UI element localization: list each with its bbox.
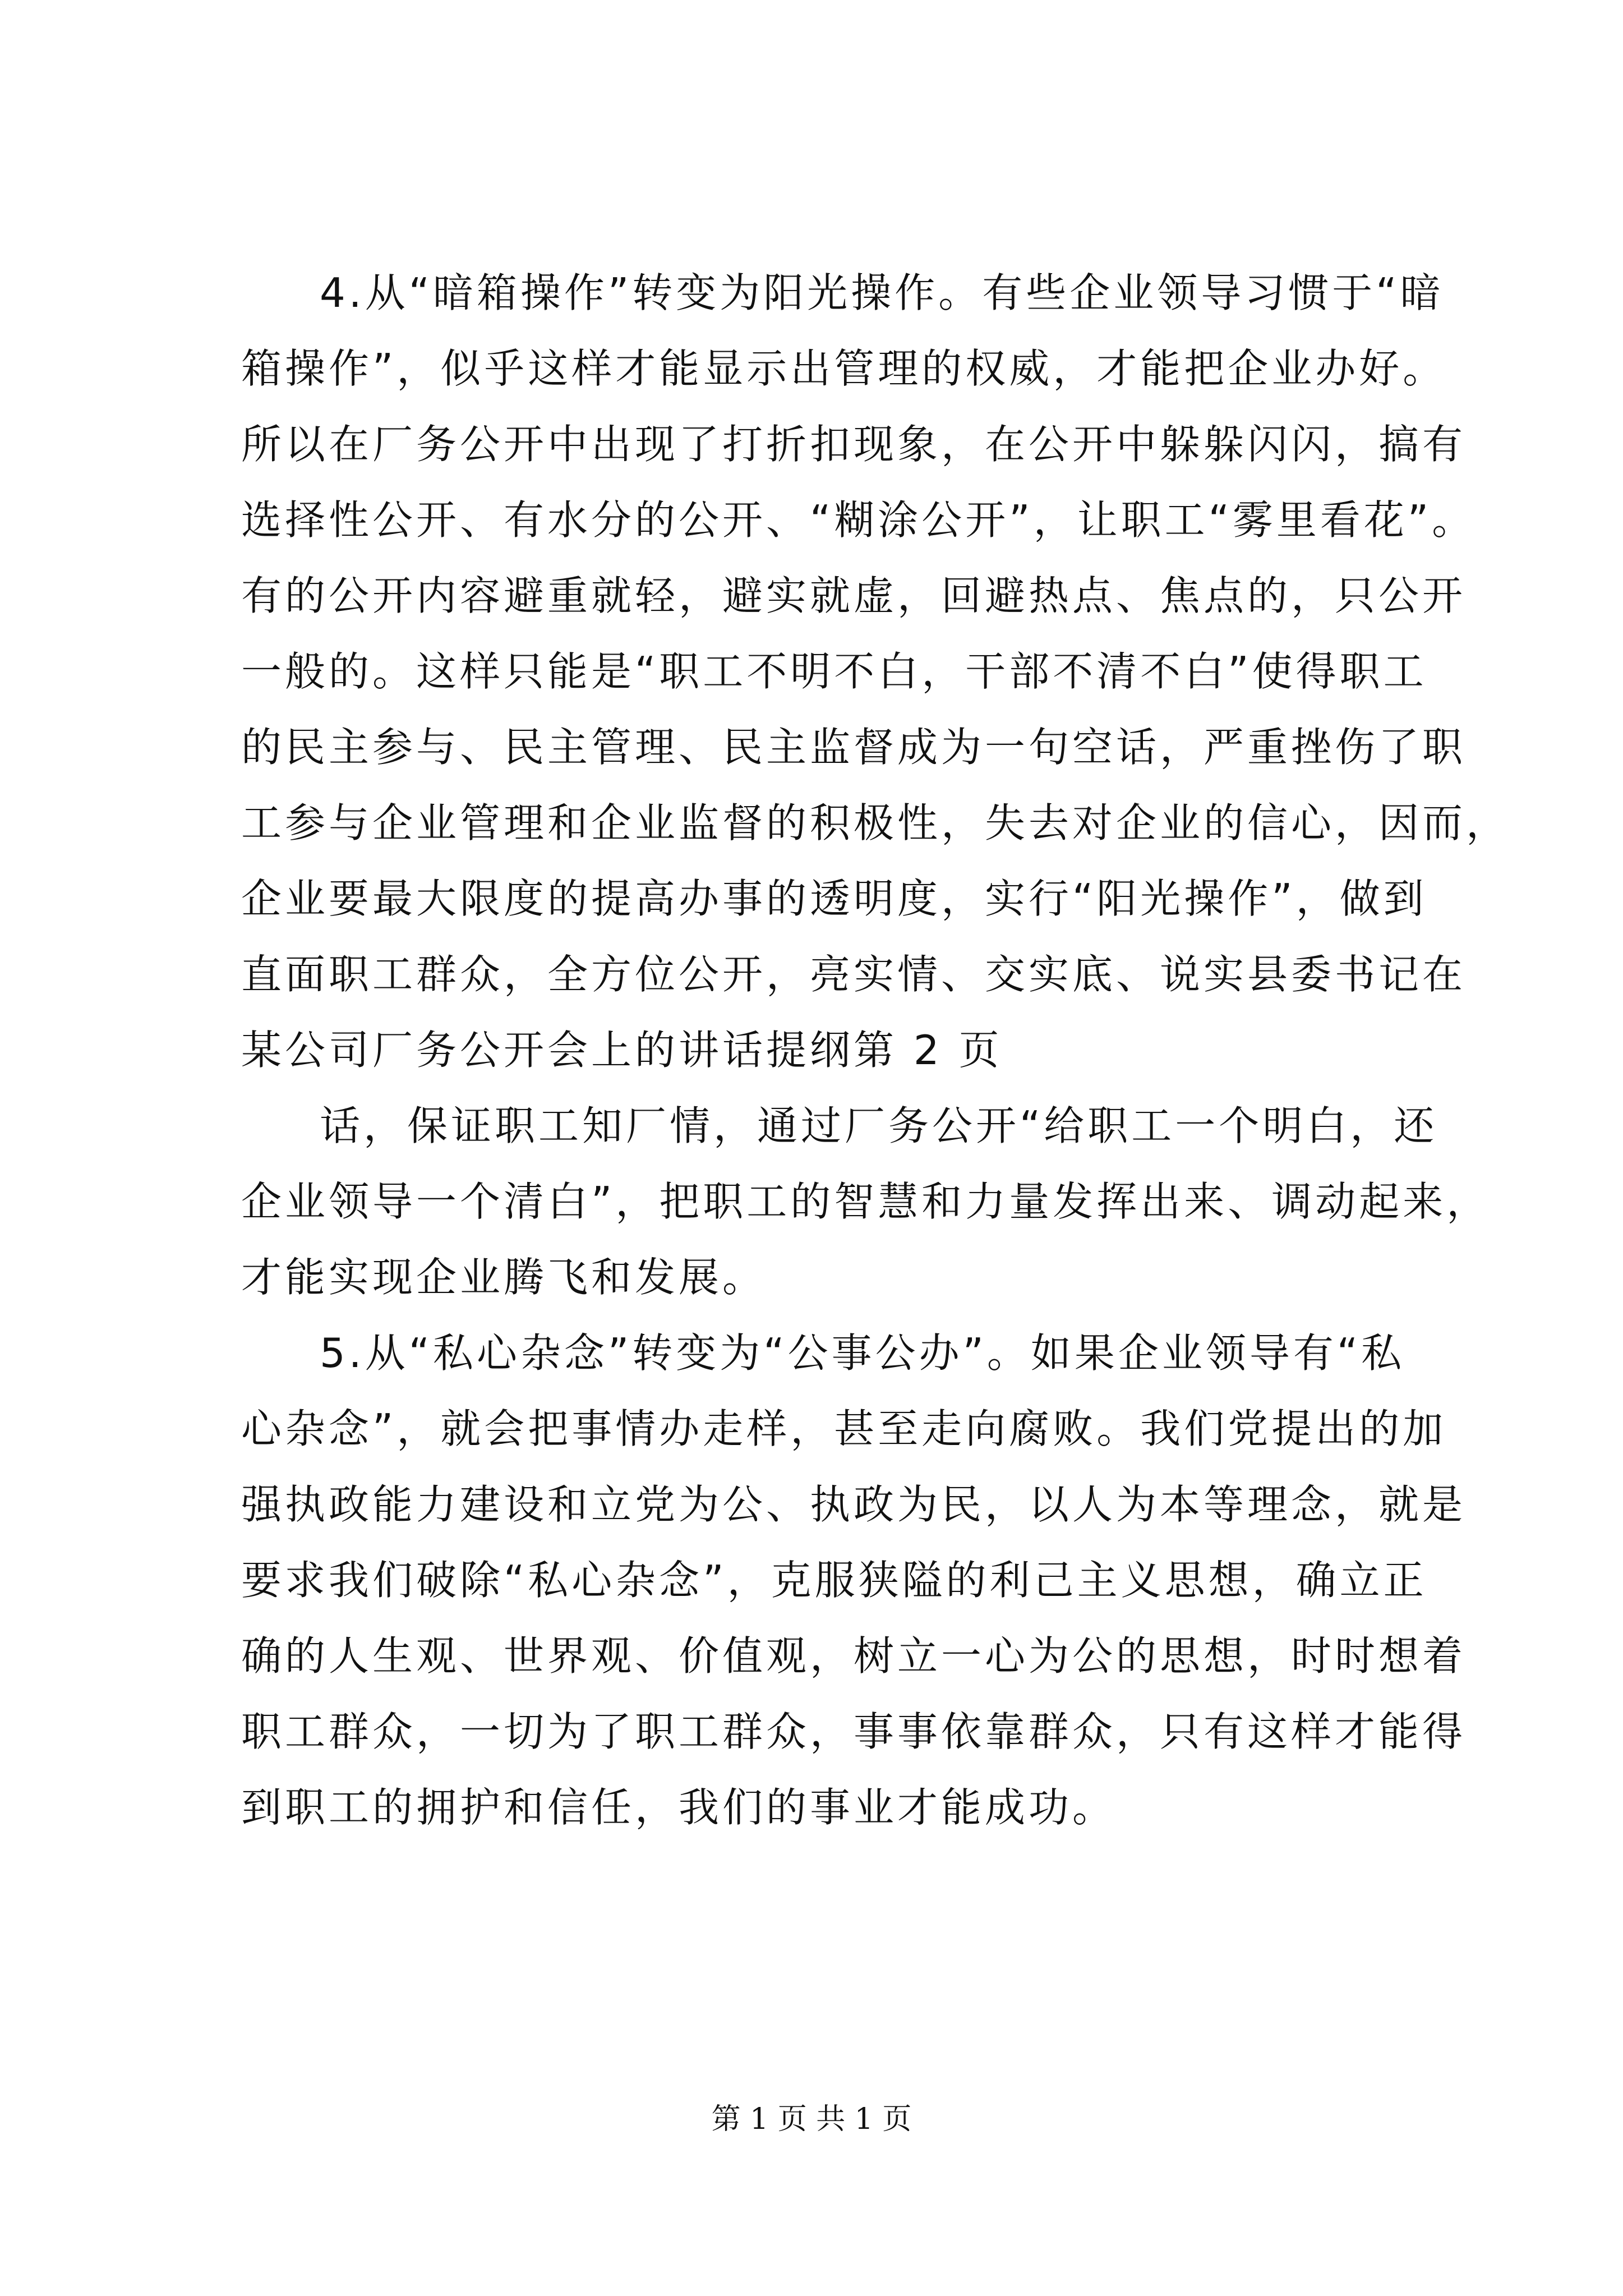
paragraph-4-line: 的民主参与、民主管理、民主监督成为一句空话，严重挫伤了职 [241, 724, 1467, 771]
paragraph-5-line: 到职工的拥护和信任，我们的事业才能成功。 [241, 1784, 1117, 1831]
paragraph-5-line: 要求我们破除“私心杂念”，克服狭隘的利己主义思想，确立正 [241, 1557, 1427, 1604]
continuation-line: 企业领导一个清白”，把职工的智慧和力量发挥出来、调动起来， [241, 1178, 1491, 1225]
paragraph-4-line: 4.从“暗箱操作”转变为阳光操作。有些企业领导习惯于“暗 [320, 269, 1444, 316]
paragraph-5-line: 强执政能力建设和立党为公、执政为民，以人为本等理念，就是 [241, 1481, 1467, 1528]
paragraph-5-line: 心杂念”，就会把事情办走样，甚至走向腐败。我们党提出的加 [241, 1405, 1447, 1452]
document-body [241, 255, 1510, 1846]
paragraph-4-line: 企业要最大限度的提高办事的透明度，实行“阳光操作”，做到 [241, 875, 1427, 922]
paragraph-5-line: 确的人生观、世界观、价值观，树立一心为公的思想，时时想着 [241, 1632, 1467, 1680]
paragraph-5-line: 职工群众，一切为了职工群众，事事依靠群众，只有这样才能得 [241, 1708, 1467, 1755]
page-footer: 第 1 页 共 1 页 [711, 2102, 912, 2136]
paragraph-4-line: 一般的。这样只能是“职工不明不白，干部不清不白”使得职工 [241, 648, 1427, 695]
paragraph-4-line: 某公司厂务公开会上的讲话提纲第 2 页 [241, 1027, 1003, 1074]
paragraph-4-line: 箱操作”，似乎这样才能显示出管理的权威，才能把企业办好。 [241, 345, 1447, 392]
paragraph-4-line: 所以在厂务公开中出现了打折扣现象，在公开中躲躲闪闪，搞有 [241, 421, 1467, 468]
paragraph-4-line: 工参与企业管理和企业监督的积极性，失去对企业的信心，因而， [241, 799, 1510, 846]
paragraph-4-line: 直面职工群众，全方位公开，亮实情、交实底、说实县委书记在 [241, 951, 1467, 998]
paragraph-4-line: 选择性公开、有水分的公开、“糊涂公开”，让职工“雾里看花”。 [241, 496, 1476, 544]
paragraph-4-line: 有的公开内容避重就轻，避实就虚，回避热点、焦点的，只公开 [241, 572, 1467, 619]
paragraph-5-line: 5.从“私心杂念”转变为“公事公办”。如果企业领导有“私 [320, 1329, 1405, 1377]
continuation-line: 才能实现企业腾飞和发展。 [241, 1254, 767, 1301]
continuation-line: 话，保证职工知厂情，通过厂务公开“给职工一个明白，还 [320, 1102, 1438, 1149]
